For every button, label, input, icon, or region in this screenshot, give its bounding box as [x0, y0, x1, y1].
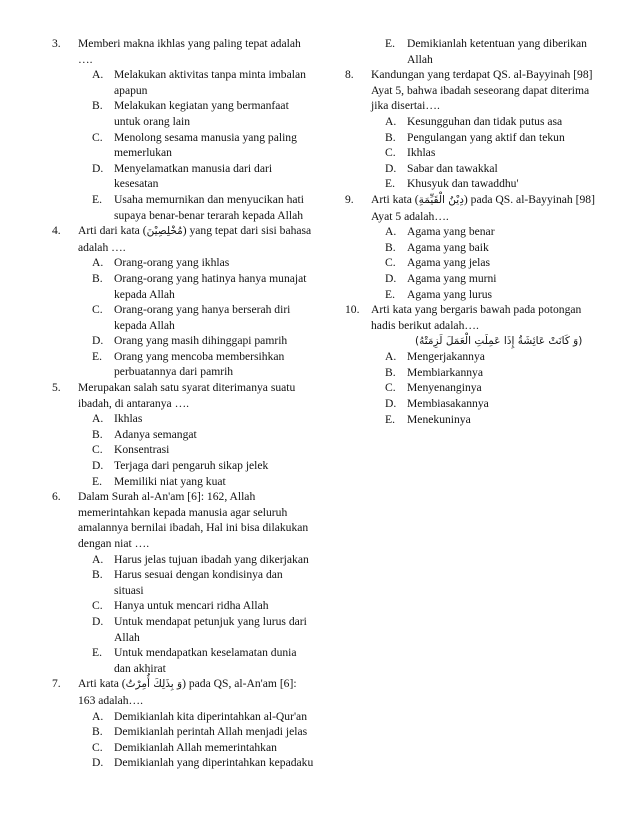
- option-list: [385, 114, 600, 192]
- option-e[interactable]: [92, 192, 314, 223]
- question-text: Memberi makna ikhlas yang paling tepat adalah ….: [78, 37, 301, 66]
- option-c[interactable]: [92, 442, 314, 458]
- option-e[interactable]: [385, 176, 600, 192]
- option-letter: E.: [385, 177, 395, 191]
- arabic-term: وَ بِذَلِكَ أُمِرْتُ: [125, 678, 183, 691]
- question-text: [78, 676, 314, 708]
- option-text: Melakukan aktivitas tanpa minta imbalan apapun: [114, 68, 306, 97]
- option-letter: D.: [92, 614, 104, 628]
- question-text: Kandungan yang terdapat QS. al-Bayyinah [98] Ayat 5, bahwa ibadah seseorang dapat diterima jika disertai….: [371, 68, 593, 113]
- option-text: Demikianlah ketentuan yang diberikan Allah: [407, 37, 587, 66]
- option-e[interactable]: [92, 474, 314, 490]
- question-8: [345, 67, 600, 192]
- question-3: [52, 36, 314, 223]
- option-letter: A.: [92, 68, 104, 82]
- question-number: 9.: [345, 192, 354, 206]
- question-number: 6.: [52, 490, 61, 504]
- question-number: 3.: [52, 37, 61, 50]
- option-text: Menekuninya: [407, 412, 471, 426]
- option-e[interactable]: [385, 287, 600, 303]
- question-6: [52, 489, 314, 676]
- option-list: [385, 349, 600, 427]
- arabic-term: مُخْلِصِيْنَ: [146, 225, 183, 238]
- option-c[interactable]: [385, 380, 600, 396]
- option-e[interactable]: [385, 36, 600, 67]
- option-text: Khusyuk dan tawaddhu': [407, 177, 519, 191]
- question-7-continuation: [385, 36, 600, 67]
- option-a[interactable]: [385, 349, 600, 365]
- option-text: Agama yang benar: [407, 225, 495, 239]
- question-number: 4.: [52, 224, 61, 238]
- question-text-pre: Arti dari kata (: [78, 224, 147, 238]
- option-text: Demikianlah perintah Allah menjadi jelas: [114, 725, 308, 739]
- question-text-pre: Arti kata (: [78, 677, 126, 691]
- option-c[interactable]: [385, 255, 600, 271]
- question-text: Arti kata yang bergaris bawah pada potongan hadis berikut adalah….: [371, 303, 582, 332]
- option-a[interactable]: [385, 224, 600, 240]
- option-text: Menyelamatkan manusia dari dari kesesatan: [114, 161, 273, 191]
- option-c[interactable]: [385, 145, 600, 161]
- option-text: Untuk mendapat petunjuk yang lurus dari Allah: [114, 614, 307, 644]
- option-list: [92, 411, 314, 489]
- option-b[interactable]: [385, 240, 600, 256]
- option-a[interactable]: [92, 67, 314, 98]
- option-text: Demikianlah yang diperintahkan kepadaku: [114, 756, 314, 770]
- question-text-post: ) pada QS. al-Bayyinah [98] Ayat 5 adalah….: [371, 192, 595, 223]
- option-letter: C.: [92, 740, 103, 754]
- option-letter: C.: [92, 599, 103, 613]
- option-e[interactable]: [92, 645, 314, 676]
- option-letter: A.: [92, 256, 104, 270]
- option-text: Membiarkannya: [407, 365, 483, 379]
- option-letter: E.: [92, 349, 102, 363]
- option-text: Agama yang baik: [407, 240, 489, 254]
- option-text: Sabar dan tawakkal: [407, 161, 498, 175]
- option-c[interactable]: [92, 740, 314, 756]
- option-letter: D.: [385, 161, 397, 175]
- question-7: [52, 676, 314, 771]
- left-column: [52, 36, 314, 771]
- option-a[interactable]: [92, 552, 314, 568]
- option-text: Melakukan kegiatan yang bermanfaat untuk orang lain: [114, 99, 289, 128]
- option-d[interactable]: [385, 161, 600, 177]
- option-a[interactable]: [92, 709, 314, 725]
- option-list: [385, 224, 600, 302]
- option-letter: A.: [92, 709, 104, 723]
- hadith-arabic-text: (وَ كَانَتْ عَائِشَةُ إِذَا عَمِلَتِ الْعَمَلَ لَزِمَتْهُ): [415, 335, 583, 348]
- option-text: Menyenanginya: [407, 381, 482, 395]
- option-a[interactable]: [92, 255, 314, 271]
- option-text: Orang-orang yang hanya berserah diri kepada Allah: [114, 303, 291, 332]
- option-text: Adanya semangat: [114, 427, 197, 441]
- option-letter: E.: [92, 474, 102, 488]
- question-number: 5.: [52, 381, 61, 395]
- option-b[interactable]: [92, 427, 314, 443]
- option-letter: B.: [92, 271, 103, 285]
- option-text: Memiliki niat yang kuat: [114, 474, 226, 488]
- question-number: 10.: [345, 303, 360, 317]
- option-text: Agama yang murni: [407, 271, 497, 285]
- option-letter: D.: [385, 271, 397, 285]
- option-letter: D.: [92, 334, 104, 348]
- option-letter: E.: [92, 192, 102, 206]
- question-text-pre: Arti kata (: [371, 192, 419, 206]
- question-text: [371, 192, 600, 224]
- option-c[interactable]: [92, 130, 314, 161]
- option-d[interactable]: [385, 396, 600, 412]
- option-a[interactable]: [92, 411, 314, 427]
- option-letter: A.: [385, 225, 397, 239]
- option-d[interactable]: [92, 161, 314, 192]
- option-letter: B.: [92, 568, 103, 582]
- option-text: Mengerjakannya: [407, 350, 485, 364]
- question-4: [52, 223, 314, 380]
- question-text: Dalam Surah al-An'am [6]: 162, Allah memerintahkan kepada manusia agar seluruh amalannya bernilai ibadah, Hal ini bisa dilakukan dengan niat ….: [78, 490, 309, 550]
- option-letter: B.: [92, 427, 103, 441]
- option-text: Orang yang masih dihinggapi pamrih: [114, 334, 288, 348]
- option-text: Agama yang lurus: [407, 287, 493, 301]
- option-letter: B.: [92, 725, 103, 739]
- option-letter: E.: [385, 287, 395, 301]
- option-letter: E.: [385, 412, 395, 426]
- option-text: Konsentrasi: [114, 443, 170, 457]
- option-text: Orang-orang yang ikhlas: [114, 256, 230, 270]
- option-letter: A.: [92, 552, 104, 566]
- option-d[interactable]: [92, 333, 314, 349]
- option-text: Harus jelas tujuan ibadah yang dikerjakan: [114, 552, 309, 566]
- option-letter: A.: [92, 412, 104, 426]
- option-text: Ikhlas: [114, 412, 143, 426]
- option-text: Demikianlah kita diperintahkan al-Qur'an: [114, 709, 307, 723]
- option-letter: B.: [385, 365, 396, 379]
- option-d[interactable]: [92, 755, 314, 771]
- option-b[interactable]: [92, 567, 314, 598]
- option-text: Terjaga dari pengaruh sikap jelek: [114, 459, 269, 473]
- option-letter: A.: [385, 350, 397, 364]
- option-e[interactable]: [92, 349, 314, 380]
- question-number: 7.: [52, 677, 61, 691]
- option-a[interactable]: [385, 114, 600, 130]
- option-b[interactable]: [92, 271, 314, 302]
- question-10: [345, 302, 600, 427]
- option-letter: C.: [92, 303, 103, 317]
- question-text-post: ) yang tepat dari sisi bahasa adalah ….: [78, 224, 312, 254]
- option-letter: C.: [385, 381, 396, 395]
- option-list: [92, 67, 314, 223]
- question-5: [52, 380, 314, 489]
- option-text: Orang-orang yang hatinya hanya munajat kepada Allah: [114, 271, 307, 301]
- option-letter: E.: [385, 37, 395, 50]
- option-list: [92, 709, 314, 771]
- question-number: 8.: [345, 68, 354, 82]
- option-text: Ikhlas: [407, 146, 436, 160]
- option-text: Orang yang mencoba membersihkan perbuatannya dari pamrih: [114, 349, 285, 379]
- question-9: [345, 192, 600, 302]
- option-letter: C.: [92, 443, 103, 457]
- option-letter: C.: [385, 146, 396, 160]
- option-text: Harus sesuai dengan kondisinya dan situasi: [114, 568, 283, 597]
- question-text: [78, 223, 314, 255]
- option-letter: B.: [385, 240, 396, 254]
- option-d[interactable]: [385, 271, 600, 287]
- option-d[interactable]: [92, 458, 314, 474]
- option-letter: A.: [385, 114, 397, 128]
- option-text: Kesungguhan dan tidak putus asa: [407, 114, 563, 128]
- option-c[interactable]: [92, 302, 314, 333]
- option-text: Menolong sesama manusia yang paling memerlukan: [114, 130, 297, 160]
- option-text: Membiasakannya: [407, 397, 489, 411]
- option-letter: C.: [92, 130, 103, 144]
- option-text: Usaha memurnikan dan menyucikan hati supaya benar-benar terarah kepada Allah: [114, 192, 304, 222]
- option-text: Agama yang jelas: [407, 256, 491, 270]
- option-d[interactable]: [92, 614, 314, 645]
- question-text-post: ) pada QS, al-An'am [6]: 163 adalah….: [78, 677, 297, 707]
- option-list: [92, 552, 314, 677]
- option-b[interactable]: [385, 130, 600, 146]
- option-letter: E.: [92, 646, 102, 660]
- option-b[interactable]: [92, 724, 314, 740]
- option-e[interactable]: [385, 412, 600, 428]
- option-letter: B.: [385, 130, 396, 144]
- option-text: Hanya untuk mencari ridha Allah: [114, 599, 269, 613]
- option-c[interactable]: [92, 598, 314, 614]
- option-text: Demikianlah Allah memerintahkan: [114, 740, 277, 754]
- option-letter: D.: [92, 161, 104, 175]
- question-text: Merupakan salah satu syarat diterimanya suatu ibadah, di antaranya ….: [78, 381, 296, 410]
- option-text: Untuk mendapatkan keselamatan dunia dan akhirat: [114, 646, 297, 675]
- option-letter: D.: [385, 397, 397, 411]
- right-column: [345, 36, 600, 427]
- option-list: [92, 255, 314, 380]
- option-letter: B.: [92, 99, 103, 113]
- option-letter: D.: [92, 459, 104, 473]
- option-letter: C.: [385, 256, 396, 270]
- option-b[interactable]: [92, 98, 314, 129]
- option-letter: D.: [92, 756, 104, 770]
- option-text: Pengulangan yang aktif dan tekun: [407, 130, 565, 144]
- option-b[interactable]: [385, 365, 600, 381]
- arabic-term: دِيْنُ الْقَيِّمَةِ: [418, 193, 464, 206]
